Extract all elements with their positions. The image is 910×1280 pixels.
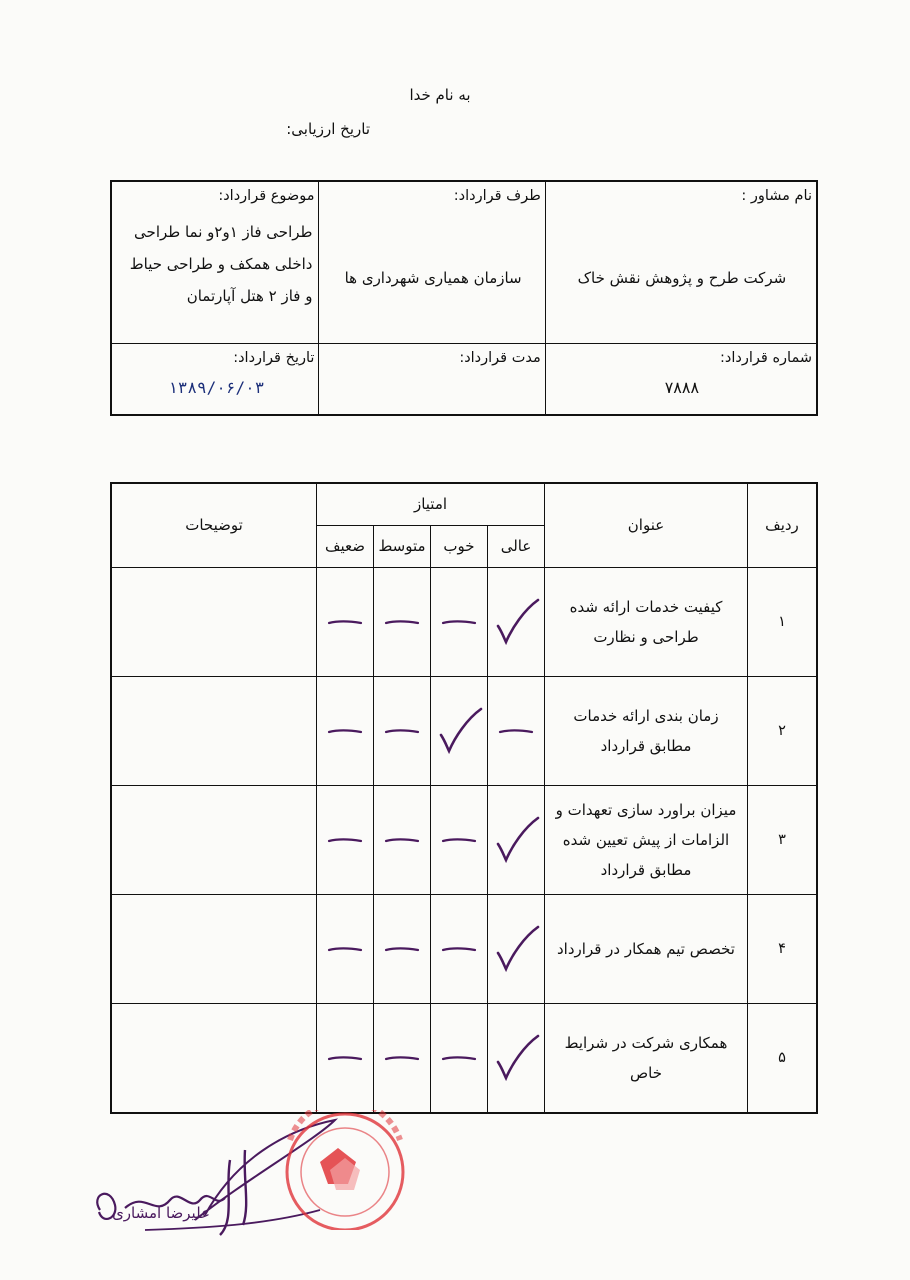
col-title: عنوان <box>545 483 748 567</box>
dash-mark-icon <box>374 1028 430 1088</box>
score-cell-weak <box>317 567 374 676</box>
row-notes <box>111 1003 317 1113</box>
score-cell-excellent <box>488 676 545 785</box>
consultant-value: شرکت طرح و پژوهش نقش خاک <box>577 269 787 287</box>
dash-mark-icon <box>374 701 430 761</box>
subject-label: موضوع قرارداد: <box>218 188 315 204</box>
score-cell-good <box>431 567 488 676</box>
score-cell-excellent <box>488 785 545 894</box>
contract-date-label: تاریخ قرارداد: <box>233 349 315 366</box>
score-cell-average <box>374 1003 431 1113</box>
score-cell-excellent <box>488 1003 545 1113</box>
dash-mark-icon <box>431 810 487 870</box>
row-title: میزان براورد سازی تعهدات و الزامات از پیش تعیین شده مطابق قرارداد <box>545 785 748 894</box>
dash-mark-icon <box>488 701 544 761</box>
consultant-cell <box>545 181 817 343</box>
check-mark-icon <box>488 1028 544 1088</box>
check-mark-icon <box>488 810 544 870</box>
score-cell-good <box>431 676 488 785</box>
dash-mark-icon <box>374 810 430 870</box>
check-mark-icon <box>488 592 544 652</box>
row-title: تخصص تیم همکار در قرارداد <box>545 894 748 1003</box>
dash-mark-icon <box>431 1028 487 1088</box>
company-stamp <box>270 1110 420 1230</box>
dash-mark-icon <box>431 592 487 652</box>
evaluation-row <box>111 1003 817 1113</box>
score-cell-good <box>431 1003 488 1113</box>
party-cell <box>319 181 545 343</box>
subject-cell <box>111 181 319 343</box>
row-number: ۵ <box>748 1003 818 1113</box>
row-number: ۴ <box>748 894 818 1003</box>
col-excellent: عالی <box>488 525 545 567</box>
evaluation-row <box>111 676 817 785</box>
score-cell-good <box>431 894 488 1003</box>
dash-mark-icon <box>374 919 430 979</box>
evaluation-table <box>110 482 818 1114</box>
contract-date-cell <box>111 343 319 415</box>
contract-duration-label: مدت قرارداد: <box>459 349 541 366</box>
consultant-label: نام مشاور : <box>741 188 812 204</box>
contract-number-value: ۷۸۸۸ <box>664 377 700 397</box>
party-label: طرف قرارداد: <box>453 188 541 204</box>
contract-number-label: شماره قرارداد: <box>720 349 812 366</box>
row-title: همکاری شرکت در شرایط خاص <box>545 1003 748 1113</box>
contract-info-table <box>110 180 818 416</box>
score-cell-weak <box>317 676 374 785</box>
dash-mark-icon <box>317 919 373 979</box>
contract-number-cell <box>545 343 817 415</box>
dash-mark-icon <box>374 592 430 652</box>
dash-mark-icon <box>317 810 373 870</box>
score-cell-weak <box>317 894 374 1003</box>
check-mark-icon <box>431 701 487 761</box>
contract-duration-cell <box>319 343 545 415</box>
row-notes <box>111 676 317 785</box>
col-score: امتیاز <box>317 483 545 525</box>
dash-mark-icon <box>317 701 373 761</box>
score-cell-weak <box>317 785 374 894</box>
score-cell-excellent <box>488 894 545 1003</box>
row-title: کیفیت خدمات ارائه شده طراحی و نظارت <box>545 567 748 676</box>
subject-value: طراحی فاز ۱و۲و نما طراحی داخلی همکف و طراحی حیاط و فاز ۲ هتل آپارتمان <box>129 223 313 305</box>
party-value: سازمان همیاری شهرداری ها <box>344 269 522 287</box>
dash-mark-icon <box>317 1028 373 1088</box>
contract-date-value: ۱۳۸۹/۰۶/۰۳ <box>168 377 265 397</box>
dash-mark-icon <box>431 919 487 979</box>
check-mark-icon <box>488 919 544 979</box>
dash-mark-icon <box>317 592 373 652</box>
row-title: زمان بندی ارائه خدمات مطابق قرارداد <box>545 676 748 785</box>
evaluation-row <box>111 894 817 1003</box>
row-notes <box>111 567 317 676</box>
col-row-number: ردیف <box>748 483 818 567</box>
col-average: متوسط <box>374 525 431 567</box>
score-cell-average <box>374 567 431 676</box>
score-cell-average <box>374 785 431 894</box>
signature-text: علیرضا امشاری <box>112 1204 210 1222</box>
col-good: خوب <box>431 525 488 567</box>
score-cell-weak <box>317 1003 374 1113</box>
evaluation-date-label: تاریخ ارزیابی: <box>286 120 370 138</box>
score-cell-average <box>374 894 431 1003</box>
evaluation-row <box>111 785 817 894</box>
score-cell-good <box>431 785 488 894</box>
row-number: ۱ <box>748 567 818 676</box>
col-weak: ضعیف <box>317 525 374 567</box>
row-notes <box>111 894 317 1003</box>
row-number: ۲ <box>748 676 818 785</box>
evaluation-row <box>111 567 817 676</box>
row-number: ۳ <box>748 785 818 894</box>
row-notes <box>111 785 317 894</box>
score-cell-excellent <box>488 567 545 676</box>
col-notes: توضیحات <box>111 483 317 567</box>
bismillah-heading: به نام خدا <box>409 86 471 104</box>
score-cell-average <box>374 676 431 785</box>
